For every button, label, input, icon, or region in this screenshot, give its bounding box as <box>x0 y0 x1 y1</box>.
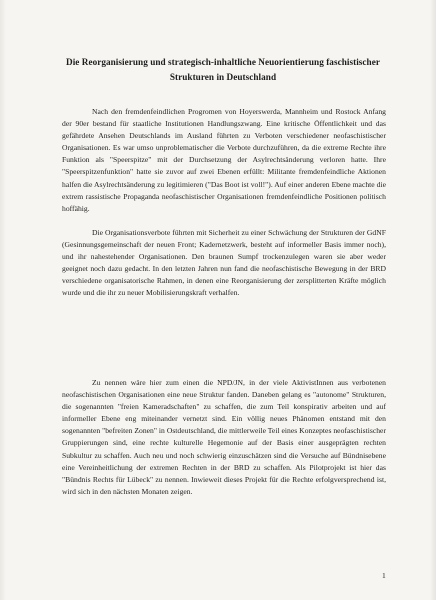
paragraph-1-text: Nach den fremdenfeindlichen Progromen von Hoyerswerda, Mannheim und Rostock Anfang der 90er bestand für staatliche Institutionen Handlungszwang. Eine kritische Öffentlichkeit und das gefährdete Ansehen Deutschlands im Ausland führten zu Verboten verschiedener neofaschistischer Organisationen. Es war umso unproblematischer die Verbote durchzuführen, da die extreme Rechte ihre Funktion als "Speerspitze" mit der Durchsetzung der Asylrechtsänderung verloren hatte. Ihre "Speerspitzenfunktion" hatte sie zuvor auf zwei Ebenen erfüllt: Militante fremdenfeindliche Aktionen halfen die Asylrechtsänderung zu legitimieren ("Das Boot ist voll!"). Auf einer anderen Ebene machte die extrem rassistische Propaganda neofaschistischer Organisationen fremdenfeindliche Positionen politisch hoffähig. <box>62 107 386 213</box>
paragraph-3 <box>62 377 386 498</box>
paragraph-1 <box>62 106 386 215</box>
document-title: Die Reorganisierung und strategisch-inhaltliche Neuorientierung faschistischer Strukturen in Deutschland <box>66 57 380 82</box>
paragraph-3-text: Zu nennen wäre hier zum einen die NPD/JN, in der viele AktivistInnen aus verbotenen neofaschistischen Organisationen eine neue Struktur fanden. Daneben gelang es "autonome" Strukturen, die sogenannten "freien Kameradschaften" zu schaffen, die zum Teil konspirativ arbeiten und auf informeller Ebene eng miteinander vernetzt sind. Ein völlig neues Phänomen entstand mit den sogenannten "befreiten Zonen" in Ostdeutschland, die mittlerweile Teil eines Konzeptes neofaschistischer Gruppierungen sind, eine rechte kulturelle Hegemonie auf der Basis einer ausgeprägten rechten Subkultur zu schaffen. Auch neu und noch schwierig einzuschätzen sind die Versuche auf Bündnisebene eine Vereinheitlichung der extremen Rechten in der BRD zu schaffen. Als Pilotprojekt ist hier das "Bündnis Rechts für Lübeck" zu nennen. Inwieweit dieses Projekt für die Rechte erfolgversprechend ist, wird sich in den nächsten Monaten zeigen. <box>62 378 386 496</box>
page-number: 1 <box>382 571 386 580</box>
paragraph-2-text: Die Organisationsverbote führten mit Sicherheit zu einer Schwächung der Strukturen der GdNF (Gesinnungsgemeinschaft der neuen Front; Kadernetzwerk, besteht auf informeller Basis immer noch), und ihr nahestehender Organisationen. Den braunen Sumpf trockenzulegen waren sie aber weder geeignet noch dazu gedacht. In den letzten Jahren nun fand die neofaschistische Bewegung in der BRD verschiedene organisatorische Rahmen, in denen eine Reorganisierung der zersplitterten Kräfte möglich wurde und die ihr zu neuer Mobilisierungskraft verhalfen. <box>62 228 386 298</box>
paragraph-2 <box>62 227 386 300</box>
